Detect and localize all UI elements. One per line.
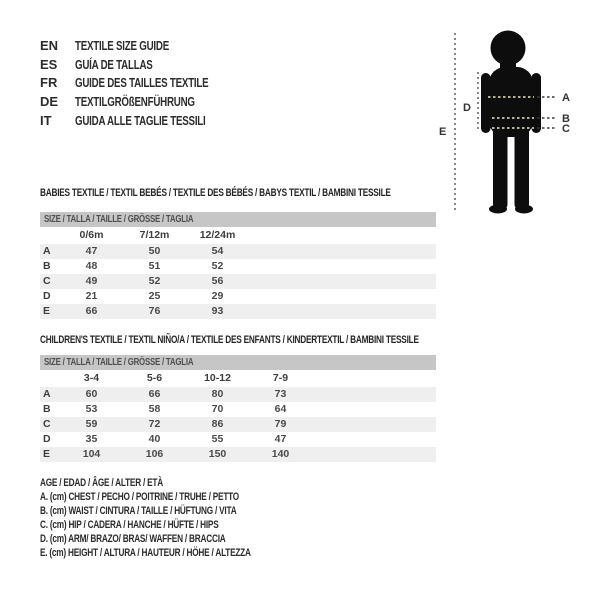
cell-value: 72	[148, 418, 161, 430]
language-row-it	[40, 111, 253, 130]
table-row	[40, 447, 436, 462]
cell-value: 51	[148, 260, 161, 272]
size-header-bar: SIZE / TALLA / TAILLE / GRÖSSE / TAGLIA	[40, 355, 436, 370]
row-label: D	[43, 433, 51, 445]
figure-label-b: B	[562, 113, 570, 125]
cell-value: 48	[85, 260, 98, 272]
cell-value: 59	[85, 418, 98, 430]
table-row	[40, 417, 436, 432]
figure-label-c: C	[562, 123, 570, 135]
babies-section-title: BABIES TEXTILE / TEXTIL BEBÉS / TEXTILE DES BÉBÉS / BABYS TEXTIL / BAMBINI TESSILE	[40, 187, 391, 199]
language-label: GUÍA DE TALLAS	[75, 56, 153, 72]
language-row-es	[40, 55, 253, 74]
cell-value: 64	[274, 403, 287, 415]
child-silhouette	[481, 31, 541, 214]
figure-label-e: E	[439, 126, 447, 138]
cell-value: 49	[85, 275, 98, 287]
measurement-legend	[40, 476, 321, 560]
cell-value: 106	[145, 448, 164, 460]
language-list	[40, 36, 253, 130]
language-code: FR	[40, 75, 58, 91]
cell-value: 76	[148, 305, 161, 317]
language-code: IT	[40, 113, 52, 129]
cell-value: 52	[211, 260, 224, 272]
row-label: E	[43, 305, 51, 317]
language-label: TEXTILE SIZE GUIDE	[75, 37, 170, 53]
language-code: DE	[40, 94, 59, 110]
row-label: E	[43, 448, 51, 460]
legend-item-height: E. (cm) HEIGHT / ALTURA / HAUTEUR / HÖHE / ALTEZZA	[40, 547, 251, 559]
cell-value: 40	[148, 433, 161, 445]
cell-value: 50	[148, 245, 161, 257]
row-label: A	[43, 388, 51, 400]
cell-value: 104	[82, 448, 101, 460]
cell-value: 150	[208, 448, 227, 460]
cell-value: 79	[274, 418, 287, 430]
row-label: B	[43, 403, 51, 415]
column-header: 3-4	[83, 372, 100, 384]
language-row-fr	[40, 74, 253, 93]
figure-label-d: D	[463, 102, 471, 114]
row-label: C	[43, 418, 51, 430]
table-row	[40, 274, 436, 289]
babies-size-table	[40, 212, 436, 319]
column-header: 12/24m	[199, 229, 236, 241]
table-row	[40, 387, 436, 402]
cell-value: 25	[148, 290, 161, 302]
column-header: 7/12m	[139, 229, 170, 241]
cell-value: 47	[85, 245, 98, 257]
cell-value: 35	[85, 433, 98, 445]
table-row	[40, 304, 436, 319]
language-row-en	[40, 36, 253, 55]
table-row	[40, 402, 436, 417]
column-header: 5-6	[146, 372, 163, 384]
cell-value: 140	[271, 448, 290, 460]
cell-value: 60	[85, 388, 98, 400]
language-label: GUIDE DES TAILLES TEXTILE	[75, 75, 209, 91]
cell-value: 70	[211, 403, 224, 415]
cell-value: 56	[211, 275, 224, 287]
table-row	[40, 432, 436, 447]
column-header: 0/6m	[79, 229, 104, 241]
legend-item-hip: C. (cm) HIP / CADERA / HANCHE / HÜFTE / HIPS	[40, 519, 219, 531]
legend-item-arm: D. (cm) ARM/ BRAZO/ BRAS/ WAFFEN / BRACCIA	[40, 533, 226, 545]
children-column-header-row	[40, 370, 436, 387]
language-code: ES	[40, 56, 58, 72]
cell-value: 47	[274, 433, 287, 445]
table-row	[40, 244, 436, 259]
cell-value: 53	[85, 403, 98, 415]
cell-value: 93	[211, 305, 224, 317]
legend-item-chest: A. (cm) CHEST / PECHO / POITRINE / TRUHE / PETTO	[40, 491, 239, 503]
figure-label-a: A	[562, 92, 570, 104]
legend-item-waist: B. (cm) WAIST / CINTURA / TAILLE / HÜFTUNG / VITA	[40, 505, 237, 517]
cell-value: 58	[148, 403, 161, 415]
row-label: C	[43, 275, 51, 287]
cell-value: 55	[211, 433, 224, 445]
cell-value: 54	[211, 245, 224, 257]
row-label: D	[43, 290, 51, 302]
legend-age-line: AGE / EDAD / ÂGE / ALTER / ETÀ	[40, 477, 163, 489]
cell-value: 21	[85, 290, 98, 302]
cell-value: 80	[211, 388, 224, 400]
babies-column-header-row	[40, 227, 436, 244]
language-label: TEXTILGRÖßENFÜHRUNG	[75, 94, 195, 110]
cell-value: 73	[274, 388, 287, 400]
cell-value: 29	[211, 290, 224, 302]
row-label: B	[43, 260, 51, 272]
cell-value: 66	[85, 305, 98, 317]
cell-value: 86	[211, 418, 224, 430]
size-header-bar: SIZE / TALLA / TAILLE / GRÖSSE / TAGLIA	[40, 212, 436, 227]
language-row-de	[40, 92, 253, 111]
language-code: EN	[40, 37, 59, 53]
language-label: GUIDA ALLE TAGLIE TESSILI	[75, 113, 206, 129]
children-size-table	[40, 355, 436, 462]
cell-value: 52	[148, 275, 161, 287]
table-row	[40, 259, 436, 274]
column-header: 10-12	[204, 372, 231, 384]
column-header: 7-9	[272, 372, 289, 384]
children-section-title: CHILDREN'S TEXTILE / TEXTIL NIÑO/A / TEXTILE DES ENFANTS / KINDERTEXTIL / BAMBINI TESSILE	[40, 334, 419, 346]
row-label: A	[43, 245, 51, 257]
cell-value: 66	[148, 388, 161, 400]
table-row	[40, 289, 436, 304]
